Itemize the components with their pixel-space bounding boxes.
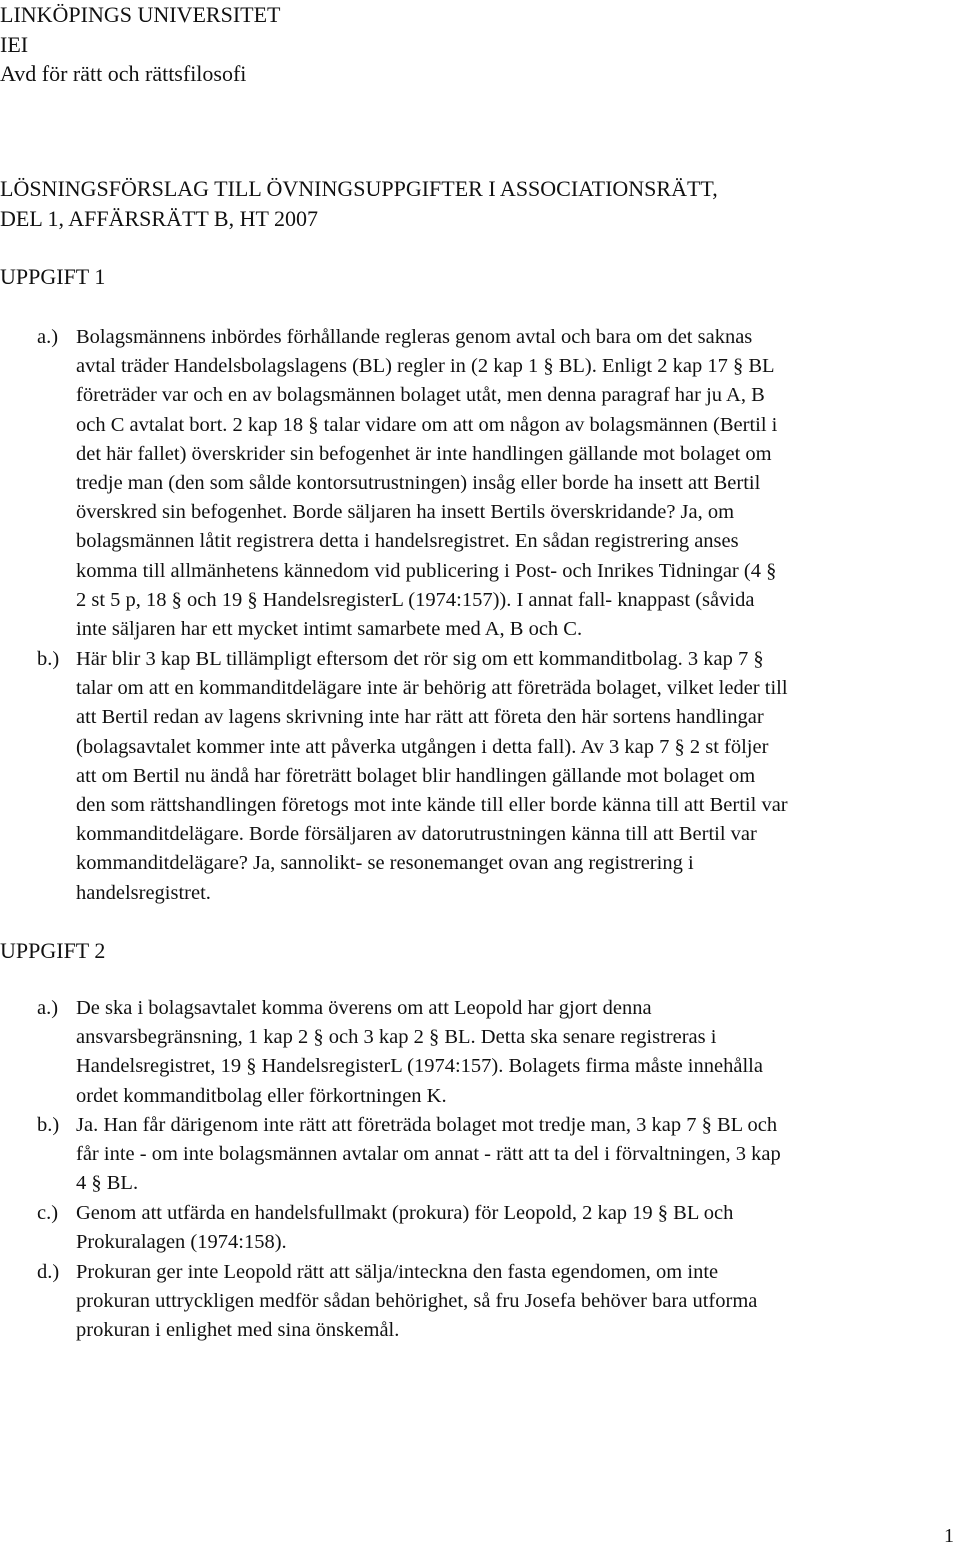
university-name: LINKÖPINGS UNIVERSITET (0, 2, 281, 27)
item-marker: d.) (37, 1261, 60, 1283)
item-text: Genom att utfärda en handelsfullmakt (prokura) för Leopold, 2 kap 19 § BL och Prokuralagen (1974:158). (76, 1202, 734, 1254)
item-text: Bolagsmännens inbördes förhållande regleras genom avtal och bara om det saknas avtal träder Handelsbolagslagens (BL) regler in (2 kap 1 § BL). Enligt 2 kap 17 § BL företräder var och en av bolagsmännen bolaget utåt, men denna paragraf har ju A, B och C avtalat bort. 2 kap 18 § talar vidare om att om någon av bolagsmännen (Bertil i det här fallet) överskrider sin befogenhet är inte handlingen gällande mot bolaget om tredje man (den som sålde kontorsutrustningen) insåg eller borde ha insett att Bertil överskred sin befogenhet. Borde säljaren ha insett Bertils överskridande? Ja, om bolagsmännen låtit registrera detta i handelsregistret. En sådan registrering anses komma till allmänhetens kännedom vid publicering i Post- och Inrikes Tidningar (4 § 2 st 5 p, 18 § och 19 § HandelsregisterL (1974:157)). I annat fall- knappast (såvida inte säljaren har ett mycket intimt samarbete med A, B och C. (76, 326, 778, 641)
item-marker: c.) (37, 1202, 59, 1224)
item-marker: b.) (37, 1114, 60, 1136)
item-text: Här blir 3 kap BL tillämpligt eftersom det rör sig om ett kommanditbolag. 3 kap 7 § talar om att en kommanditdelägare inte är behörig att företräda bolaget, vilket leder till att Bertil redan av lagens skrivning inte har rätt att företa den här sortens handlingar (bolagsavtalet kommer inte att påverka utgången i detta fall). Av 3 kap 7 § 2 st följer att om Bertil nu ändå har företrätt bolaget blir handlingen gällande mot bolaget om den som rättshandlingen företogs mot inte kände till eller borde känna till att Bertil var kommanditdelägare. Borde försäljaren av datorutrustningen känna till att Bertil var kommanditdelägare? Ja, sannolikt- se resonemanget ovan ang registrering i handelsregistret. (76, 648, 788, 904)
section-heading-uppgift-1: UPPGIFT 1 (0, 264, 106, 289)
item-text: Prokuran ger inte Leopold rätt att sälja/inteckna den fasta egendomen, om inte prokuran uttryckligen medför sådan behörighet, så fru Josefa behöver bara utforma prokuran i enlighet med sina önskemål. (76, 1261, 758, 1342)
department-name: IEI (0, 32, 29, 57)
division-name: Avd för rätt och rättsfilosofi (0, 61, 247, 86)
page-number: 1 (944, 1525, 954, 1547)
section-heading-uppgift-2: UPPGIFT 2 (0, 938, 106, 963)
item-marker: b.) (37, 648, 60, 670)
item-marker: a.) (37, 997, 59, 1019)
item-text: Ja. Han får därigenom inte rätt att företräda bolaget mot tredje man, 3 kap 7 § BL och får inte - om inte bolagsmännen avtalar om annat - rätt att ta del i förvaltningen, 3 kap 4 § BL. (76, 1114, 781, 1195)
item-text: De ska i bolagsavtalet komma överens om att Leopold har gjort denna ansvarsbegränsning, 1 kap 2 § och 3 kap 2 § BL. Detta ska senare registreras i Handelsregistret, 19 § HandelsregisterL (1974:157). Bolagets firma måste innehålla ordet kommanditbolag eller förkortningen K. (76, 997, 763, 1107)
document-title-line-2: DEL 1, AFFÄRSRÄTT B, HT 2007 (0, 206, 319, 231)
document-title-line-1: LÖSNINGSFÖRSLAG TILL ÖVNINGSUPPGIFTER I ASSOCIATIONSRÄTT, (0, 176, 718, 201)
item-marker: a.) (37, 326, 59, 348)
